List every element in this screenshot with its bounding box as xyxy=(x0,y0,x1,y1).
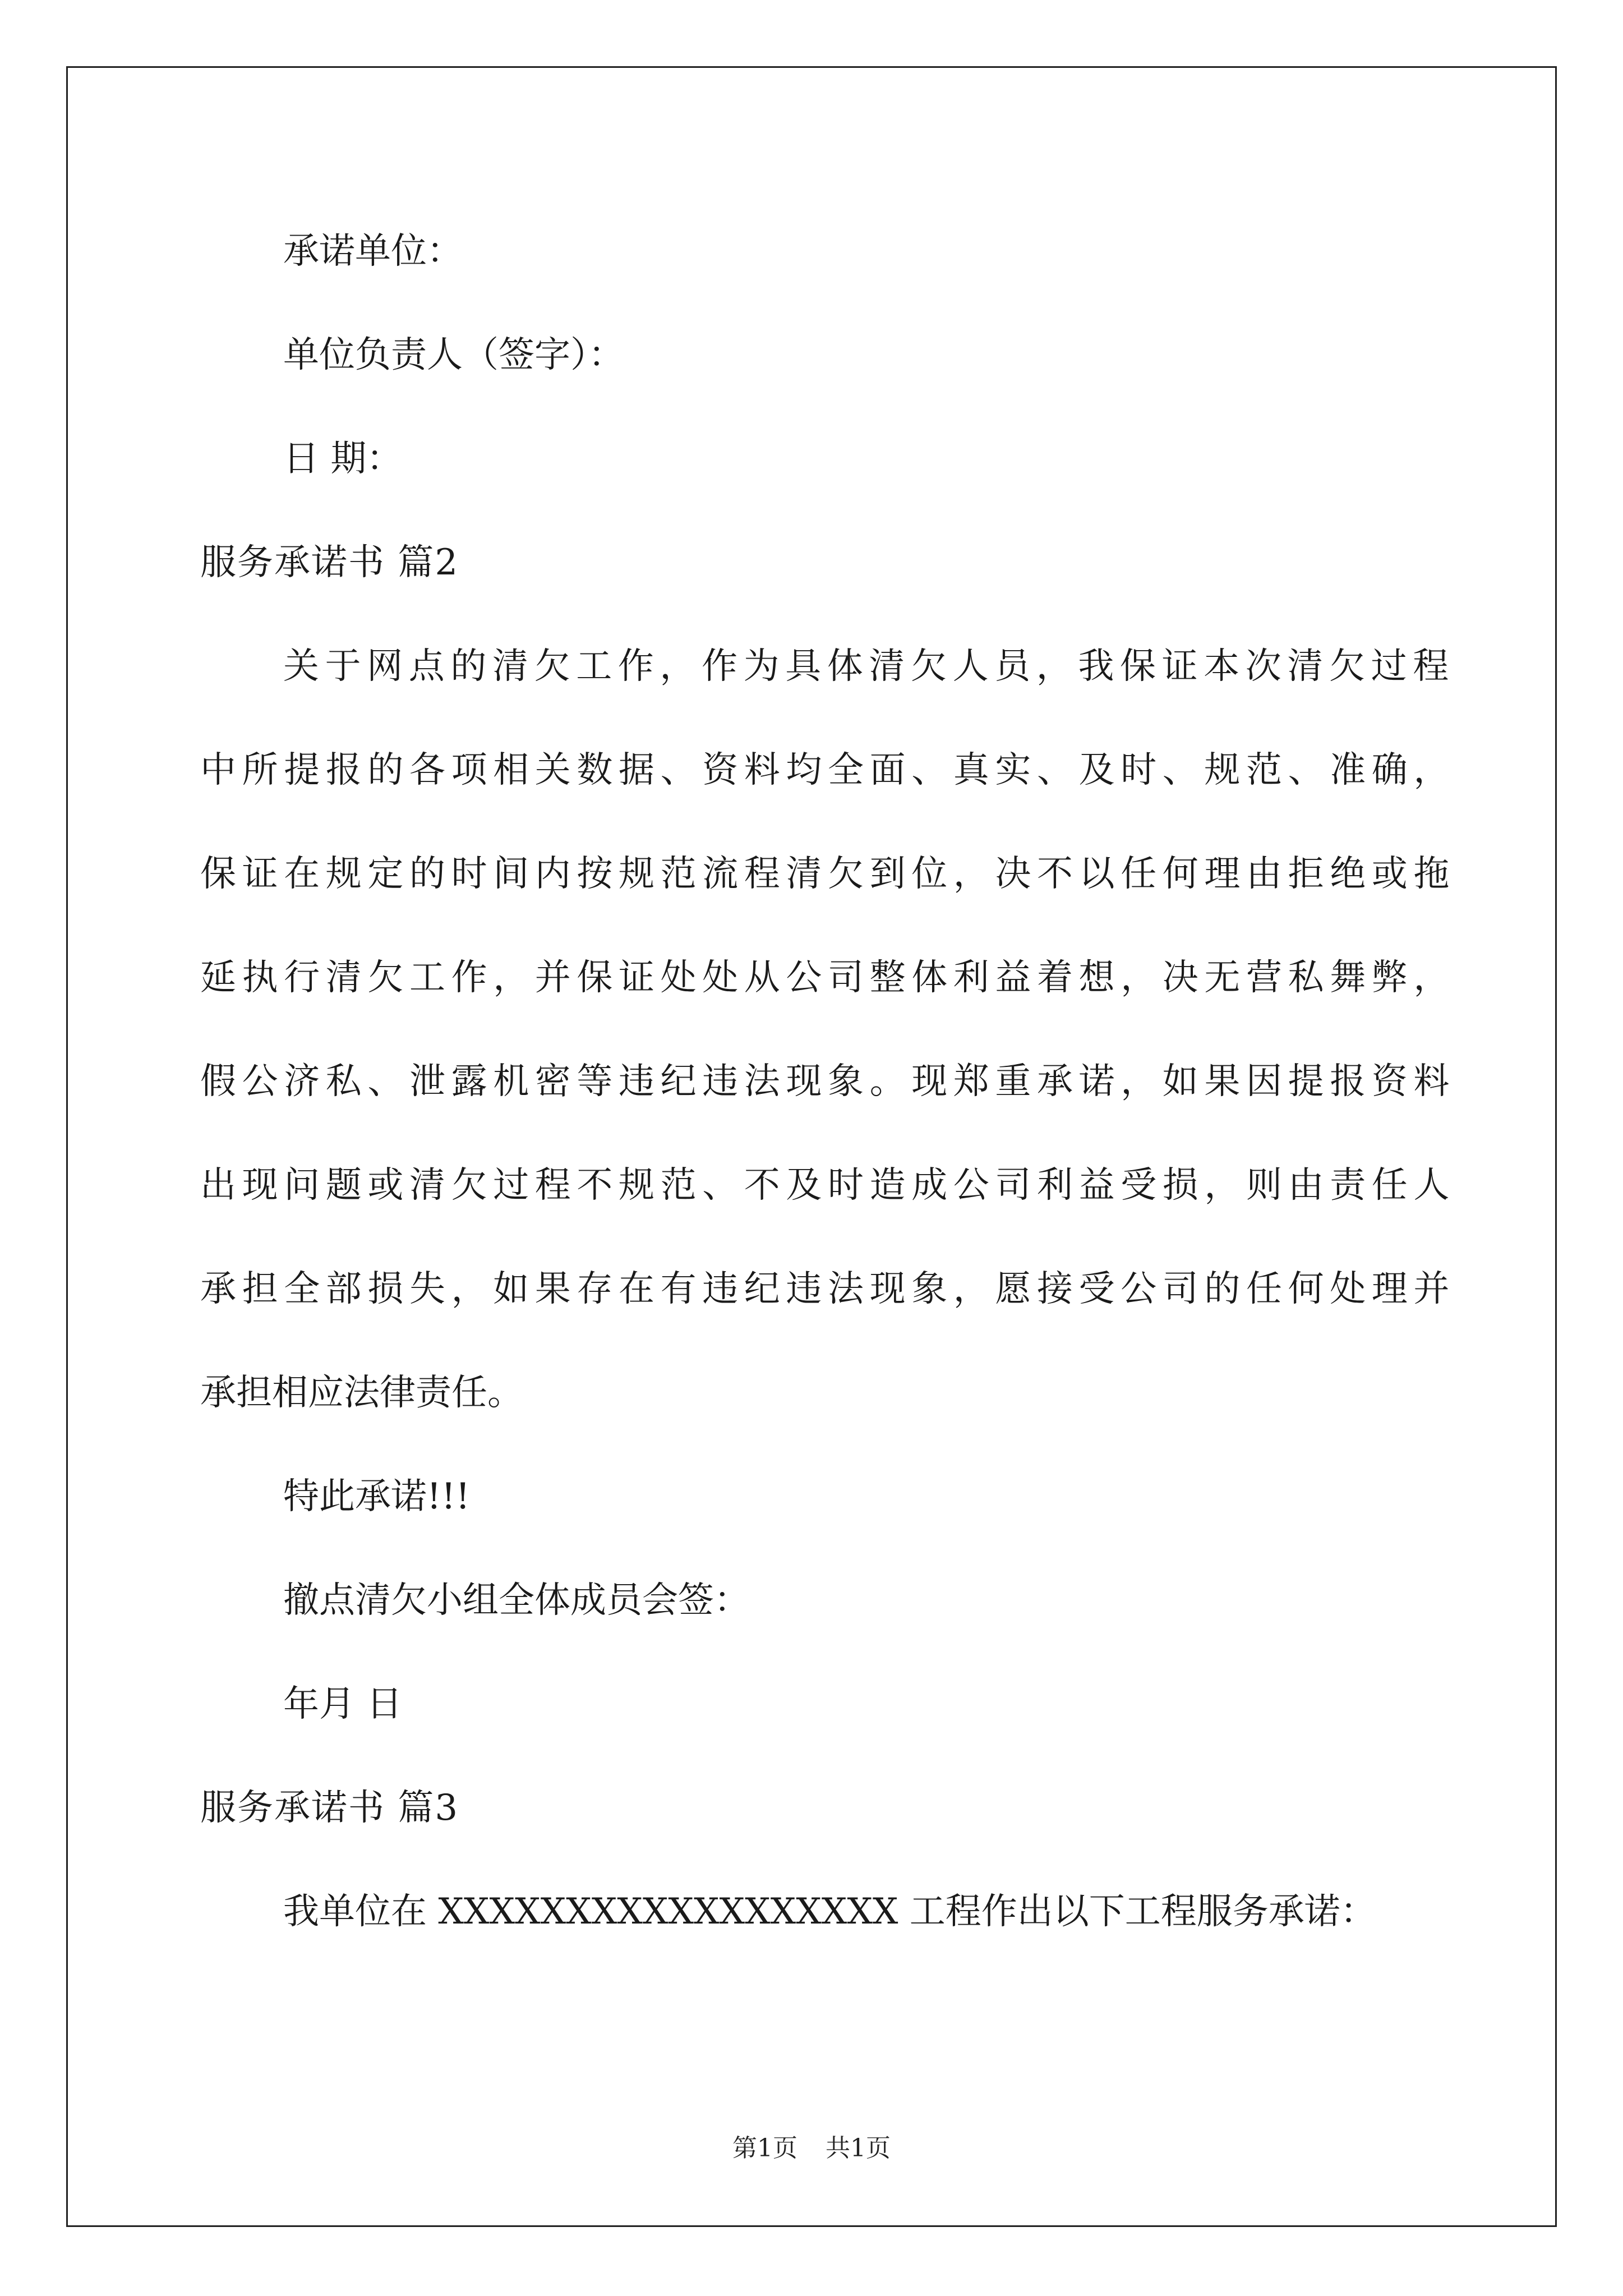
paragraph-line: 中所提报的各项相关数据、资料均全面、真实、及时、规范、准确， xyxy=(200,749,1455,791)
section-heading-3: 服务承诺书 篇3 xyxy=(200,1787,459,1829)
label-year-month-day: 年月 日 xyxy=(283,1683,403,1725)
paragraph-line: 我单位在 XXXXXXXXXXXXXXXXXX 工程作出以下工程服务承诺： xyxy=(283,1891,1376,1932)
paragraph-line: 承担全部损失，如果存在有违纪违法现象，愿接受公司的任何处理并 xyxy=(200,1268,1455,1310)
paragraph-line: 假公济私、泄露机密等违纪违法现象。现郑重承诺，如果因提报资料 xyxy=(200,1061,1455,1102)
label-hereby-commit: 特此承诺!!! xyxy=(283,1476,471,1517)
paragraph-line: 延执行清欠工作，并保证处处从公司整体利益着想，决无营私舞弊， xyxy=(200,957,1455,999)
paragraph-line: 承担相应法律责任。 xyxy=(200,1372,523,1414)
label-unit-head-signature: 单位负责人（签字）： xyxy=(283,334,624,376)
section-heading-2: 服务承诺书 篇2 xyxy=(200,542,459,583)
page-footer xyxy=(0,2132,1623,2165)
paragraph-line: 出现问题或清欠过程不规范、不及时造成公司利益受损，则由责任人 xyxy=(200,1165,1455,1206)
label-date: 日 期： xyxy=(283,438,403,480)
page-number-total: 共1页 xyxy=(826,2134,891,2162)
paragraph-line: 关于网点的清欠工作，作为具体清欠人员，我保证本次清欠过程 xyxy=(283,646,1455,687)
label-group-signatures: 撤点清欠小组全体成员会签： xyxy=(283,1580,750,1621)
label-commitment-unit: 承诺单位： xyxy=(283,231,463,272)
page-number-current: 第1页 xyxy=(732,2134,797,2162)
paragraph-line: 保证在规定的时间内按规范流程清欠到位，决不以任何理由拒绝或拖 xyxy=(200,853,1455,895)
